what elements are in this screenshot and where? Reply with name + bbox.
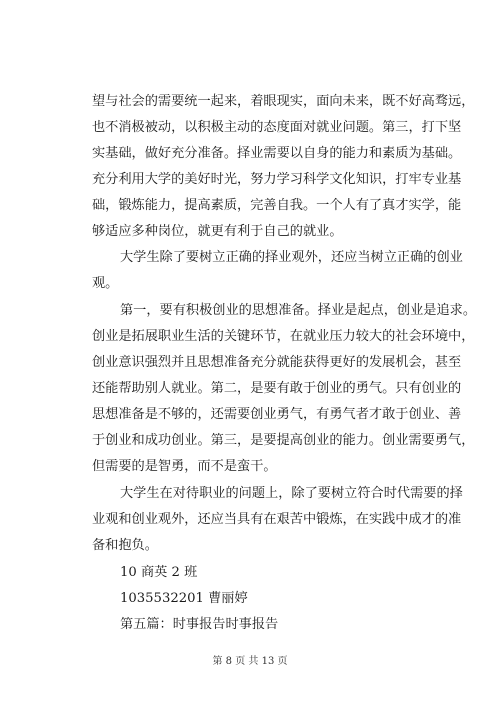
body-text-line: 第一，要有积极创业的思想准备。择业是起点，创业是追求。	[120, 303, 477, 318]
body-text-line: 大学生除了要树立正确的择业观外，还应当树立正确的创业	[120, 250, 463, 265]
body-text-line: 但需要的是智勇，而不是蛮干。	[92, 459, 277, 474]
body-text-line: 观。	[92, 276, 119, 291]
body-text-line: 于创业和成功创业。第三，是要提高创业的能力。创业需要勇气，	[92, 433, 475, 448]
body-text-line: 实基础，做好充分准备。择业需要以自身的能力和素质为基础。	[92, 146, 462, 161]
body-text-line: 业观和创业观外，还应当具有在艰苦中锻炼，在实践中成才的准	[92, 512, 462, 527]
body-text-line: 充分利用大学的美好时光，努力学习科学文化知识，打牢专业基	[92, 172, 462, 187]
body-text-line: 础，锻炼能力，提高素质，完善自我。一个人有了真才实学，能	[92, 198, 462, 213]
class-line: 10 商英 2 班	[120, 565, 198, 580]
body-text-line: 望与社会的需要统一起来，着眼现实，面向未来，既不好高骛远，	[92, 94, 475, 109]
section-heading: 第五篇：时事报告时事报告	[120, 617, 279, 632]
body-text-line: 大学生在对待职业的问题上，除了要树立符合时代需要的择	[120, 486, 463, 501]
page-footer: 第 8 页 共 13 页	[212, 656, 288, 667]
body-text-line: 备和抱负。	[92, 538, 158, 553]
body-text-line: 创业意识强烈并且思想准备充分就能获得更好的发展机会，甚至	[92, 355, 462, 370]
body-text-line: 也不消极被动，以积极主动的态度面对就业问题。第三，打下坚	[92, 120, 462, 135]
body-text-line: 创业是拓展职业生活的关键环节，在就业压力较大的社会环境中，	[92, 329, 475, 344]
body-text-line: 思想准备是不够的，还需要创业勇气，有勇气者才敢于创业、善	[92, 407, 462, 422]
author-line: 1035532201 曹丽婷	[120, 591, 248, 606]
body-text-line: 够适应多种岗位，就更有利于自己的就业。	[92, 224, 343, 239]
body-text-line: 还能帮助别人就业。第二，是要有敢于创业的勇气。只有创业的	[92, 381, 462, 396]
